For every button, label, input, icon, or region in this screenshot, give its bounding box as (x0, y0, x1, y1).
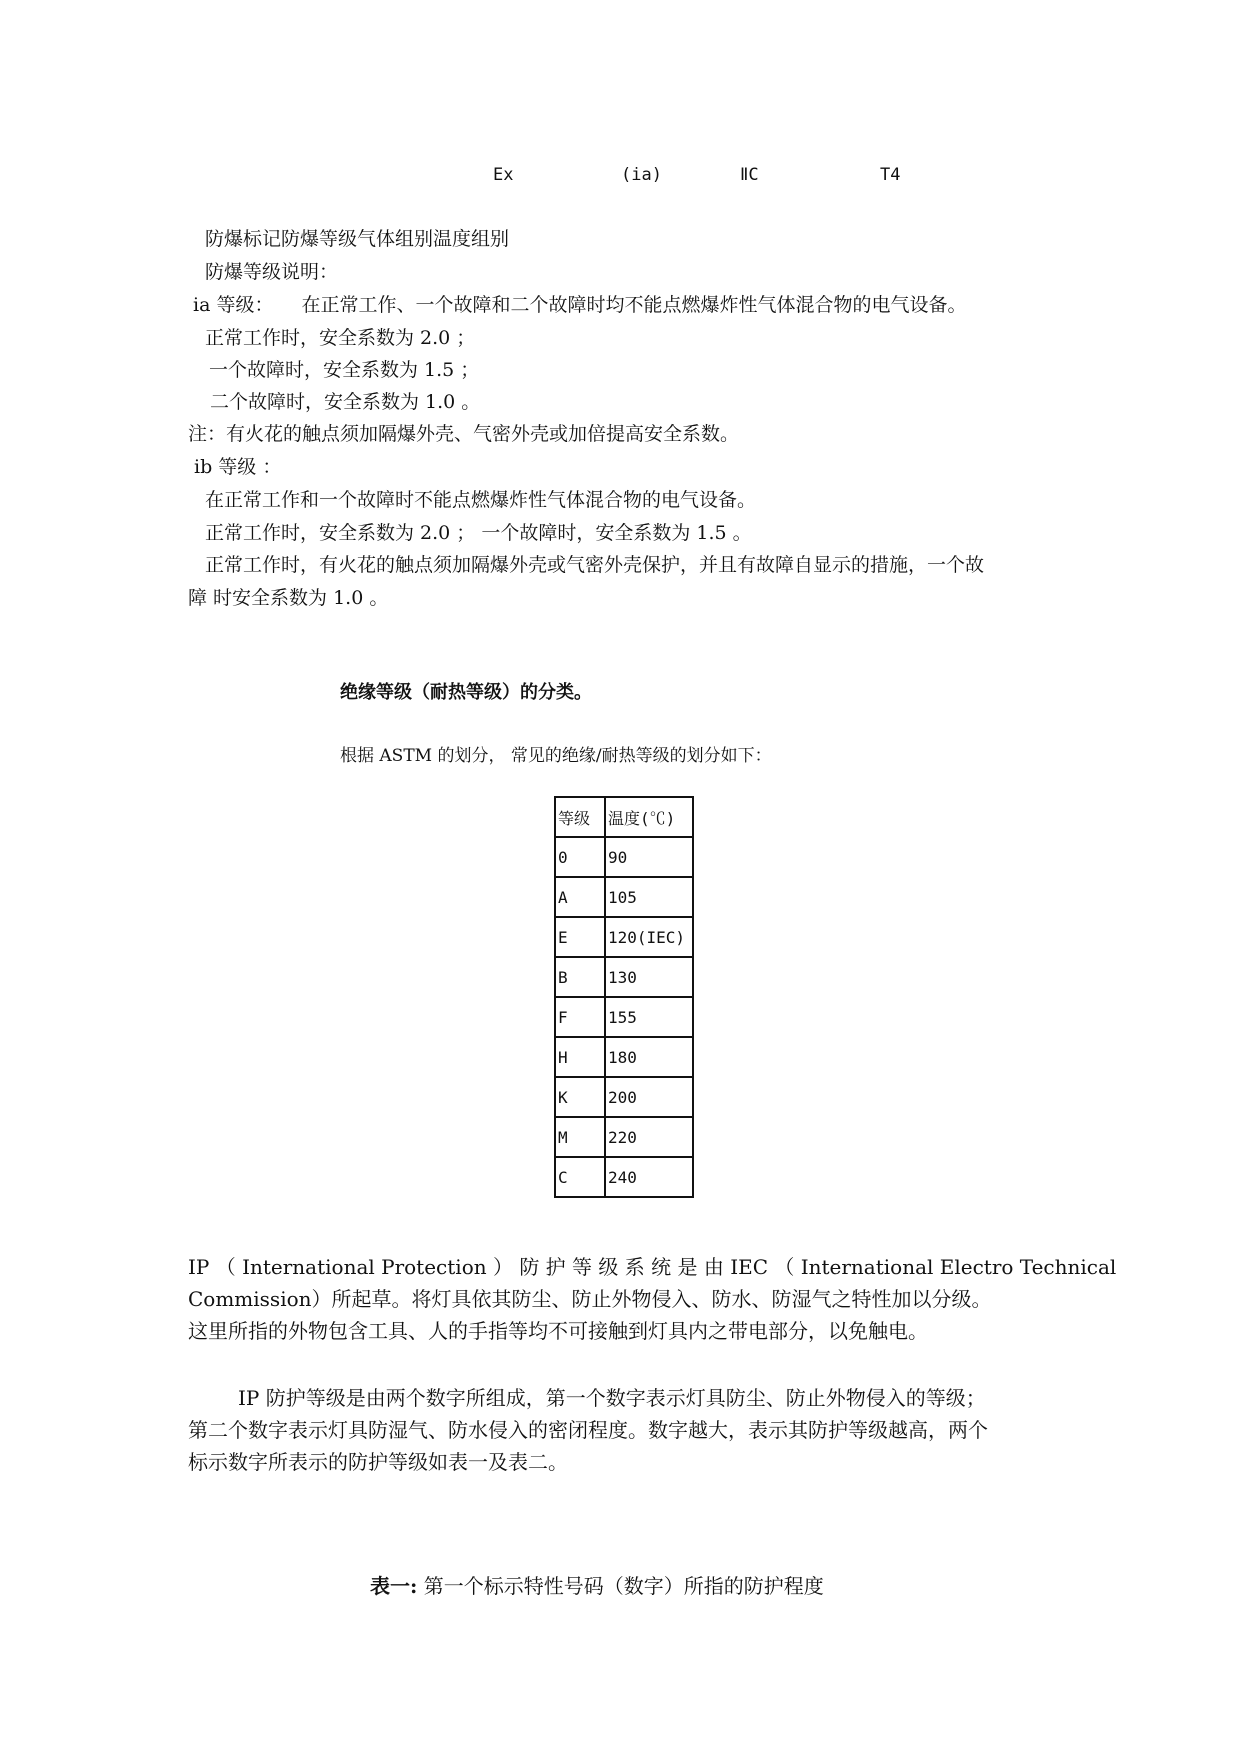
ib-grade-label: ib 等级 ： (194, 456, 282, 478)
grade-cell: B (555, 957, 605, 997)
ia-two-fault: 二个故障时，安全系数为 1.0 。 (210, 391, 481, 413)
temperature-cell: 90 (605, 837, 693, 877)
temperature-cell: 220 (605, 1117, 693, 1157)
temperature-cell: 200 (605, 1077, 693, 1117)
grade-title: 防爆等级说明： (205, 261, 339, 283)
grade-cell: C (555, 1157, 605, 1197)
grade-cell: F (555, 997, 605, 1037)
insulation-class-table (554, 796, 694, 1198)
header-temperature: 温度(℃) (605, 797, 693, 837)
table-row (555, 997, 693, 1037)
table-header-row (555, 797, 693, 837)
ip-para1-line2: Commission）所起草。将灯具依其防尘、防止外物侵入、防水、防湿气之特性加以分级。 (188, 1287, 992, 1311)
ia-grade-line (193, 293, 966, 317)
safety-note: 注：有火花的触点须加隔爆外壳、气密外壳或加倍提高安全系数。 (188, 423, 740, 445)
ex-marking (0, 165, 1241, 189)
ib-fault-note-line1: 正常工作时，有火花的触点须加隔爆外壳或气密外壳保护，并且有故障自显示的措施，一个故 (205, 554, 985, 576)
grade-cell: A (555, 877, 605, 917)
temperature-cell: 180 (605, 1037, 693, 1077)
ex-label: Ex (493, 165, 514, 185)
ip-para2-line3: 标示数字所表示的防护等级如表一及表二。 (188, 1450, 568, 1474)
gas-group-label: ⅡC (740, 165, 759, 185)
ip-para2-line1: IP 防护等级是由两个数字所组成，第一个数字表示灯具防尘、防止外物侵入的等级； (238, 1386, 986, 1410)
insulation-intro: 根据 ASTM 的划分， 常见的绝缘/耐热等级的划分如下： (340, 746, 772, 766)
grade-cell: 0 (555, 837, 605, 877)
table1-title (370, 1571, 824, 1601)
table1-caption: 第一个标示特性号码（数字）所指的防护程度 (423, 1574, 824, 1598)
header-grade: 等级 (555, 797, 605, 837)
ib-grade-desc: 在正常工作和一个故障时不能点燃爆炸性气体混合物的电气设备。 (205, 489, 757, 511)
ia-one-fault: 一个故障时，安全系数为 1.5 ； (209, 359, 480, 381)
ia-grade-desc: 在正常工作、一个故障和二个故障时均不能点燃爆炸性气体混合物的电气设备。 (301, 294, 967, 316)
temperature-cell: 120(IEC) (605, 917, 693, 957)
table-row (555, 1077, 693, 1117)
protection-level-label: (ia) (621, 165, 662, 185)
ib-safety-factors: 正常工作时，安全系数为 2.0 ； 一个故障时，安全系数为 1.5 。 (205, 522, 752, 544)
marking-caption: 防爆标记防爆等级气体组别温度组别 (205, 228, 510, 250)
temperature-cell: 240 (605, 1157, 693, 1197)
temperature-cell: 105 (605, 877, 693, 917)
table-row (555, 1157, 693, 1197)
table-row (555, 957, 693, 997)
ia-normal: 正常工作时，安全系数为 2.0 ； (205, 327, 476, 349)
grade-cell: E (555, 917, 605, 957)
grade-cell: K (555, 1077, 605, 1117)
grade-cell: H (555, 1037, 605, 1077)
grade-cell: M (555, 1117, 605, 1157)
table1-label: 表一: (370, 1574, 418, 1598)
table-row (555, 877, 693, 917)
ip-para1-line1: IP （ International Protection ） 防 护 等 级 系 统 是 由 IEC （ International Electro Technical (188, 1255, 1117, 1279)
temperature-cell: 130 (605, 957, 693, 997)
ib-fault-note-line2: 障 时安全系数为 1.0 。 (188, 587, 389, 609)
ip-para2-line2: 第二个数字表示灯具防湿气、防水侵入的密闭程度。数字越大，表示其防护等级越高，两个 (188, 1418, 988, 1442)
temperature-cell: 155 (605, 997, 693, 1037)
temperature-class-label: T4 (880, 165, 901, 185)
ip-para1-line3: 这里所指的外物包含工具、人的手指等均不可接触到灯具内之带电部分，以免触电。 (188, 1319, 928, 1343)
ia-grade-label: ia 等级： (193, 294, 274, 316)
table-row (555, 837, 693, 877)
table-row (555, 1037, 693, 1077)
insulation-heading: 绝缘等级（耐热等级）的分类。 (340, 682, 592, 703)
table-row (555, 917, 693, 957)
table-row (555, 1117, 693, 1157)
